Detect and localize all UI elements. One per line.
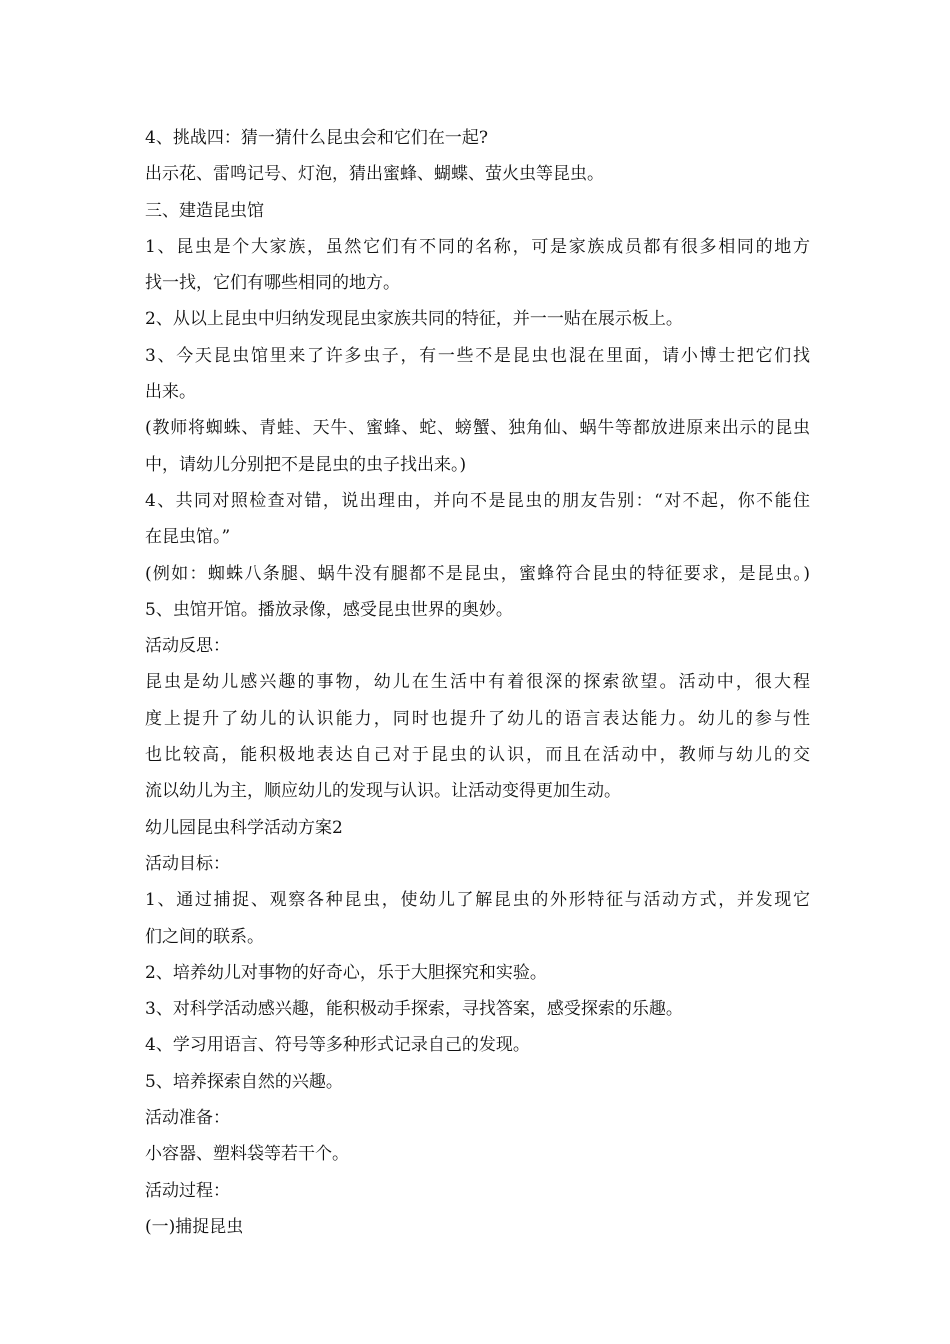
document-body — [145, 120, 810, 1245]
text-line: 5、虫馆开馆。播放录像，感受昆虫世界的奥妙。 — [145, 599, 513, 620]
text-line: 3、对科学活动感兴趣，能积极动手探索，寻找答案，感受探索的乐趣。 — [145, 999, 683, 1020]
section-heading: (一)捕捉昆虫 — [145, 1216, 244, 1237]
text-line: 在昆虫馆。” — [145, 527, 231, 548]
text-line: 出示花、雷鸣记号、灯泡，猜出蜜蜂、蝴蝶、萤火虫等昆虫。 — [145, 164, 604, 185]
document-title: 幼儿园昆虫科学活动方案2 — [145, 817, 343, 838]
section-heading: 活动准备： — [145, 1108, 230, 1129]
text-line: 也比较高，能积极地表达自己对于昆虫的认识，而且在活动中，教师与幼儿的交 — [145, 745, 810, 766]
text-line: 度上提升了幼儿的认识能力，同时也提升了幼儿的语言表达能力。幼儿的参与性 — [145, 708, 810, 729]
text-line: 中，请幼儿分别把不是昆虫的虫子找出来。) — [145, 454, 467, 475]
text-line: 4、挑战四：猜一猜什么昆虫会和它们在一起? — [145, 128, 488, 148]
text-line: 5、培养探索自然的兴趣。 — [145, 1071, 343, 1092]
section-heading: 三、建造昆虫馆 — [145, 200, 264, 221]
text-line: (教师将蜘蛛、青蛙、天牛、蜜蜂、蛇、螃蟹、独角仙、蜗牛等都放进原来出示的昆虫 — [145, 418, 810, 439]
text-line: 找一找，它们有哪些相同的地方。 — [145, 273, 400, 294]
text-line: 流以幼儿为主，顺应幼儿的发现与认识。让活动变得更加生动。 — [145, 781, 621, 802]
text-line: 2、培养幼儿对事物的好奇心，乐于大胆探究和实验。 — [145, 962, 547, 983]
section-heading: 活动目标： — [145, 853, 230, 874]
text-line: 1、通过捕捉、观察各种昆虫，使幼儿了解昆虫的外形特征与活动方式，并发现它 — [145, 890, 810, 911]
text-line: 昆虫是幼儿感兴趣的事物，幼儿在生活中有着很深的探索欲望。活动中，很大程 — [145, 672, 810, 693]
section-heading: 活动过程： — [145, 1180, 230, 1201]
text-line: 1、昆虫是个大家族，虽然它们有不同的名称，可是家族成员都有很多相同的地方 — [145, 236, 810, 257]
section-heading: 活动反思： — [145, 636, 230, 657]
text-line: 们之间的联系。 — [145, 926, 264, 947]
text-line: 4、共同对照检查对错，说出理由，并向不是昆虫的朋友告别：“对不起，你不能住 — [145, 490, 810, 511]
text-line: 小容器、塑料袋等若干个。 — [145, 1144, 349, 1165]
text-line: 出来。 — [145, 382, 196, 403]
text-line: 2、从以上昆虫中归纳发现昆虫家族共同的特征，并一一贴在展示板上。 — [145, 309, 683, 330]
text-line: 3、今天昆虫馆里来了许多虫子，有一些不是昆虫也混在里面，请小博士把它们找 — [145, 345, 810, 366]
text-line: (例如：蜘蛛八条腿、蜗牛没有腿都不是昆虫，蜜蜂符合昆虫的特征要求，是昆虫。) — [145, 563, 810, 584]
text-line: 4、学习用语言、符号等多种形式记录自己的发现。 — [145, 1035, 530, 1056]
